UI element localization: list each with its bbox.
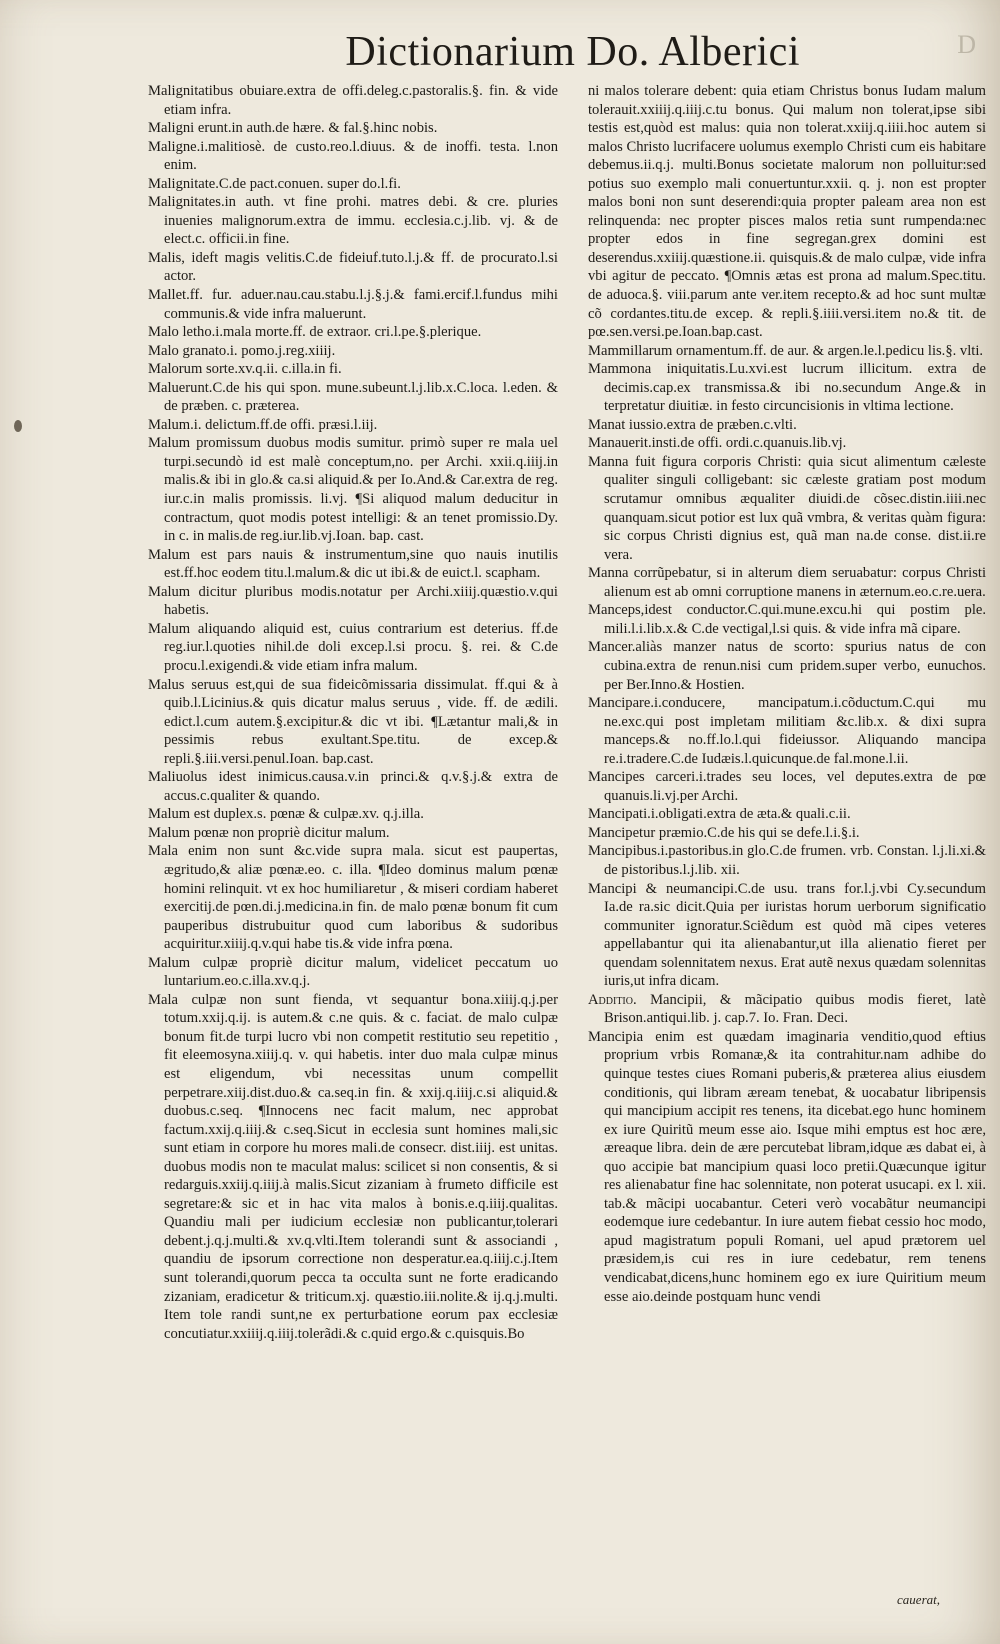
dictionary-entry: Mammona iniquitatis.Lu.xvi.est lucrum illicitum. extra de decimis.cap.ex transmissa.& ibi no.secundum Ange.& in terpretatur diuitiæ. in festo circuncisionis in vltima lectione. (588, 361, 986, 415)
dictionary-entry: Mancipetur præmio.C.de his qui se defe.l.i.§.i. (588, 824, 860, 841)
dictionary-entry: Malum promissum duobus modis sumitur. primò super re mala uel turpi.secundò id est malè conceptum,no. per Archi. xxii.q.iiij.in malis.& ibi in glo.& ca.si aliquid.& per Io.And.& Car.extra de reg. iur.c.in malis promissis. li.vj. ¶Si aliquod malum deducitur in contractum, quot modis potest intelligi: & an tenet promissio.Dy. in c. in malis.de reg.iur.lib.vj.Ioan. bap. cast. (148, 435, 558, 545)
dictionary-entry: Manna corrũpebatur, si in alterum diem seruabatur: corpus Christi alienum est ab omni corruptione manens in æternum.eo.c.re.uera. (588, 565, 986, 600)
ink-stain (14, 420, 22, 432)
dictionary-entry: Malignitate.C.de pact.conuen. super do.l.fi. (148, 175, 401, 192)
dictionary-entry: ni malos tolerare debent: quia etiam Christus bonus Iudam malum tolerauit.xxiiij.q.iiij.c.tu bonus. Qui malum non tolerat,ipse sibi testis est,quòd est malus: quia non tolerat.xxiij.q.iiii.hoc autem si malos Christo lucrifacere uolumus exemplo Christi cum eis habitare debemus.ii.q.j. multi.Bonus societate malorum non polluitur:sed potius suo exemplo mali conuertuntur.xxii. q. j. non est propter malos boni non sunt deserendi:quia propter paleam area non est relinquenda: nec propter pisces malos retia sunt rumpenda:nec propter edos in fine segregan.grex domini est deserendus.xxiiij.quæstione.ii. quisquis.& de malo culpæ, vide infra vbi agitur de peccato. ¶Omnis ætas est prona ad malum.Spec.titu. de aduoca.§. viii.parum ante ver.item recepto.& ad hoc sunt multæ cõ cordantes.titu.de excep. & repli.§.iiii.versi.item no.& tit. de pœ.sen.versi.pe.Ioan.bap.cast. (588, 83, 986, 341)
dictionary-entry: Manat iussio.extra de præben.c.vlti. (588, 416, 797, 433)
left-column (148, 82, 558, 1343)
dictionary-entry: Malo granato.i. pomo.j.reg.xiiij. (148, 342, 336, 359)
dictionary-entry: Malum aliquando aliquid est, cuius contrarium est deterius. ff.de reg.iur.l.quoties nihil.de doli excep.l.si procu. §. rei. & C.de procu.l.exigendi.& vide etiam infra malum. (148, 620, 558, 674)
running-title: Dictionarium Do. Alberici (345, 29, 800, 75)
dictionary-entry: Mala culpæ non sunt fienda, vt sequantur bona.xiiij.q.j.per totum.xxij.q.ij. is autem.& c.ne quis. & c. faciat. de malo culpæ bonum fit.de turpi lucro vbi non competit restitutio seu repetitio , fit eleemosyna.xiiij.q. v. qui habetis. inter duo mala culpæ minus est eligendum, vbi necessitas unum compellit perpetrare.xiij.dist.duo.& ca.seq.in fin. & xxij.q.iiij.c.si aliquid.& duobus.c.seq. ¶Innocens nec facit malum, nec approbat factum.xxij.q.iiij.& c.seq.Sicut in ecclesia sunt homines mali,sic sunt etiam in corpore hu mores mali.de consecr. dist.iiij. est unitas. duobus modis non te maculat malus: scilicet si non consentis, & si redarguis.xxiij.q.iiij.à malis.Sicut zizaniam à frumeto difficile est segretare:& sic et in hac vita malos à bonis.e.q.iiij.qualitas. Quandiu mali per iudicium ecclesiæ non publicantur,tolerari debent.j.q.j.multi.& xv.q.vlti.Item tolerandi sunt & associandi , quandiu de ipsorum correctione non desperatur.ea.q.iiij.c.j.Item sunt tolerandi,quorum pecca ta occulta sunt ne forte eradicando zizaniam, eradicetur & triticum.xj. quæstio.iii.nolite.& ij.q.j.multi. Item tole randi sunt,ne ex perturbatione eorum pax ecclesiæ concutiatur.xxiiij.q.iiij.tolerãdi.& c.quid ergo.& c.quisquis.Bo (148, 991, 558, 1342)
dictionary-entry: Mammillarum ornamentum.ff. de aur. & argen.le.l.pedicu lis.§. vlti. (588, 342, 984, 359)
dictionary-entry: Malum.i. delictum.ff.de offi. præsi.l.iij. (148, 416, 378, 433)
dictionary-entry: Maliuolus idest inimicus.causa.v.in princi.& q.v.§.j.& extra de accus.c.qualiter & quando. (148, 769, 558, 804)
entry-mancipia: Mancipia enim est quædam imaginaria venditio,quod eftius proprium vrbis Romanæ,& ita contrahitur.nam adhibe do quinque testes ciues Romani puberis,& præterea alius eiusdem conditionis, qui libram æream tenebat, & uocabatur libripensis qui mancipium accipit res tenens, ita dicebat.ego hunc hominem ex iure Quiritũ meum esse aio. Isque mihi emptus est hoc ære, æreaque libra. dein de ære percutebat libram,idque æs dabat ei, à quo accipie bat mancipium quasi loco pretii.Quæcunque igitur res alienabatur fine hac solennitate, non poterat usucapi. ex l. xii. tab.& mãcipi uocabantur. Ceteri verò vocabãtur neumancipi eodemque iure cedebantur. In iure autem fiebat cessio hoc modo, apud magistratum populi Romani, uel apud prætorem uel præsidem,is cui res in iure cedebatur, rem tenens vendicabat,dicens,hunc hominem ego ex iure Quiritium meum esse aio.deinde postquam hunc vendi (588, 1028, 986, 1305)
corner-letter: D (957, 30, 976, 59)
dictionary-entry: Malignitatibus obuiare.extra de offi.deleg.c.pastoralis.§. fin. & vide etiam infra. (148, 83, 558, 118)
dictionary-entry: Mancipibus.i.pastoribus.in glo.C.de frumen. vrb. Constan. l.j.li.xi.& de pistoribus.l.j.lib. xii. (588, 843, 986, 878)
dictionary-entry: Malum pœnæ non propriè dicitur malum. (148, 824, 390, 841)
addition-label: Additio. (588, 991, 637, 1008)
dictionary-entry: Manceps,idest conductor.C.qui.mune.excu.hi qui postim ple. mili.l.i.lib.x.& C.de vectigal,l.si quis. & vide infra mã cipare. (588, 602, 986, 637)
addition-text: Mancipii, & mãcipatio quibus modis fieret, latè Brison.antiqui.lib. j. cap.7. Io. Fran. Deci. (604, 991, 986, 1027)
dictionary-entry: Mancer.aliàs manzer natus de scorto: spurius natus de con cubina.extra de renun.nisi cum pridem.super verbo, eunuchos. per Ber.Inno.& Hostien. (588, 639, 986, 693)
dictionary-entry: Mancipes carceri.i.trades seu loces, vel deputes.extra de pœ quanuis.li.vj.per Archi. (588, 769, 986, 804)
dictionary-entry: Malis, ideft magis velitis.C.de fideiuf.tuto.l.j.& ff. de procurato.l.si actor. (148, 249, 558, 285)
dictionary-entry: Malignitates.in auth. vt fine prohi. matres debi. & cre. pluries inuenies malignorum.extra de immu. ecclesia.c.j.lib. vj. & de elect.c. officii.in fine. (148, 194, 558, 248)
dictionary-entry: Mancipati.i.obligati.extra de æta.& quali.c.ii. (588, 806, 851, 823)
dictionary-entry: Manna fuit figura corporis Christi: quia sicut alimentum cæleste qualiter singuli colligebant: sic cæleste gratiam post modum scrutamur omnibus æqualiter diuidi.de cõsec.distin.iiii.nec quanquam.sicut potior est lux quã vmbra, & veritas quàm figura: sic corpus Christi dignius est, quã man na.de conse. dist.ii.re vera. (588, 453, 986, 563)
dictionary-entry: Mala enim non sunt &c.vide supra mala. sicut est paupertas, ægritudo,& aliæ pœnæ.eo. c. illa. ¶Ideo dominus malum pœnæ homini relinquit. vt ex hoc humiliaretur , & miseri cordiam haberet exercitij.de pœn.di.j.medicina.in fin. de malo pœnæ bonum fit cum pauperibus distrubuitur quod cum laboribus & sudoribus acquiritur.xiiij.q.v.qui habe tis.& vide infra pœna. (148, 843, 558, 953)
addition-note (588, 991, 986, 1028)
dictionary-entry: Mallet.ff. fur. aduer.nau.cau.stabu.l.j.§.j.& fami.ercif.l.fundus mihi communis.& vide infra maluerunt. (148, 287, 558, 322)
dictionary-entry: Malum est duplex.s. pœnæ & culpæ.xv. q.j.illa. (148, 806, 424, 823)
dictionary-entry: Maluerunt.C.de his qui spon. mune.subeunt.l.j.lib.x.C.loca. l.eden. & de præben. c. præterea. (148, 379, 558, 415)
dictionary-entry: Malorum sorte.xv.q.ii. c.illa.in fi. (148, 361, 342, 378)
catchword: cauerat, (897, 1592, 940, 1607)
dictionary-entry: Maligne.i.malitiosè. de custo.reo.l.diuus. & de inoffi. testa. l.non enim. (148, 138, 558, 174)
dictionary-entry: Malum dicitur pluribus modis.notatur per Archi.xiiij.quæstio.v.qui habetis. (148, 583, 558, 619)
right-column (588, 82, 986, 1306)
dictionary-entry: Malum est pars nauis & instrumentum,sine quo nauis inutilis est.ff.hoc eodem titu.l.malum.& dic ut ibi.& de euict.l. scapham. (148, 546, 558, 582)
right-column-entries (588, 82, 986, 991)
dictionary-entry: Mancipare.i.conducere, mancipatum.i.cõductum.C.qui mu ne.exc.qui post impletam militiam &c.lib.x. & dixi supra manceps.& no.ff.lo.l.qui fideiussor. Aliquando mancipa re.i.tradere.C.de Iudæis.l.quicunque.de fal.mone.l.ii. (588, 695, 986, 767)
dictionary-entry: Mancipi & neumancipi.C.de usu. trans for.l.j.vbi Cy.secundum Ia.de ra.sic dicit.Quia per iuristas horum uerborum significatio communiter ignoratur.Sciẽdum est quòd mã cipes veteres appellabantur qui ita alienabantur,ut illa alienatio fieret per quendam solennitatem nexus. Erat autẽ nexus quædam solennitas iuris,ut infra dicam. (588, 880, 986, 990)
dictionary-entry: Malum culpæ propriè dicitur malum, videlicet peccatum uo luntarium.eo.c.illa.xv.q.j. (148, 954, 558, 990)
dictionary-entry: Maligni erunt.in auth.de hære. & fal.§.hinc nobis. (148, 120, 438, 137)
dictionary-entry: Malo letho.i.mala morte.ff. de extraor. cri.l.pe.§.plerique. (148, 324, 482, 341)
dictionary-entry: Manauerit.insti.de offi. ordi.c.quanuis.lib.vj. (588, 435, 847, 452)
dictionary-entry: Malus seruus est,qui de sua fideicõmissaria dissimulat. ff.qui & à quib.l.Licinius.& quis dicatur malus seruus , vide. ff. de ædili. edict.l.cum autem.§.excipitur.& dic vt ibi. ¶Lætantur mali,& in pessimis rebus exultant.Spe.titu. de excep.& repli.§.iii.versi.penul.Ioan. bap.cast. (148, 676, 558, 767)
